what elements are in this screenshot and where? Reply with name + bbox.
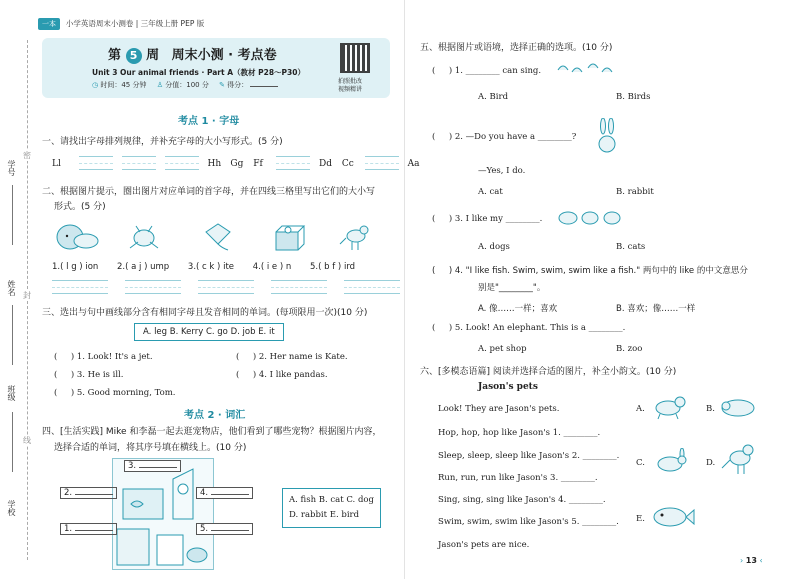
poem-option-b-label: B.	[706, 404, 715, 414]
score-icon: ♙	[156, 81, 163, 89]
q2-items	[52, 262, 355, 272]
answer-paren[interactable]: ( )	[432, 214, 453, 224]
answer-paren[interactable]: ( )	[236, 370, 257, 380]
box-icon	[268, 222, 308, 252]
q2-item-3[interactable]: 3.( c k ) ite	[187, 262, 235, 272]
q4-instruction-line1: 四、[生活实践] Mike 和李磊一起去逛宠物店，他们看到了哪些宠物？根据图片内容，	[42, 427, 382, 437]
answer-paren[interactable]: ( )	[54, 352, 75, 362]
q2-item-1[interactable]: 1.( l g ) ion	[52, 262, 99, 272]
poem-line-4: Sing, sing, sing like Jason's 4. ________.	[438, 495, 606, 505]
title-card	[42, 38, 390, 98]
letter-Gg: Gg	[230, 158, 244, 169]
answer-paren[interactable]: ( )	[432, 132, 453, 142]
q5-4-continuation: 别是"________"。	[478, 283, 546, 293]
answer-paren[interactable]: ( )	[54, 370, 75, 380]
q5-item-5: ( ) 5. Look! An elephant. This is a ________.	[432, 323, 626, 333]
cut-mark-2: 封	[23, 291, 31, 300]
q2-grid-3[interactable]	[198, 280, 254, 294]
answer-paren[interactable]: ( )	[432, 66, 453, 76]
q2-item-4[interactable]: 4.( i e ) n	[252, 262, 292, 272]
poem-line-0: Look! They are Jason's pets.	[438, 404, 560, 414]
blank-cell[interactable]	[365, 156, 399, 170]
singing-bird-icon[interactable]	[720, 440, 760, 476]
q3-row-5: ( ) 5. Good morning, Tom.	[54, 388, 176, 398]
sleeping-cat-icon[interactable]	[718, 396, 758, 418]
side-label-name: 姓名	[7, 280, 16, 296]
lion-icon	[52, 222, 100, 252]
answer-paren[interactable]: ( )	[236, 352, 257, 362]
q2-instruction-line1: 二、根据图片提示，圈出图片对应单词的首字母，并在四线三格里写出它们的大小写	[42, 187, 376, 197]
q4-instruction-line2: 选择合适的单词，将其序号填在横线上。(10 分)	[54, 443, 247, 453]
q2-instruction-line2: 形式。(5 分)	[54, 202, 106, 212]
week-suffix: 周	[146, 48, 160, 63]
brand-badge: 一本	[38, 18, 60, 30]
cats-icon	[556, 206, 626, 226]
letter-Ll: Ll	[52, 158, 61, 169]
q4-options-line2: D. rabbit E. bird	[289, 510, 360, 520]
letter-Dd: Dd	[319, 158, 332, 169]
q3-row-4: ( ) 4. I like pandas.	[236, 370, 328, 380]
q6-instruction: 六、[多模态语篇] 阅读并选择合适的图片，补全小韵文。(10 分)	[420, 367, 677, 377]
q2-pictures	[52, 222, 392, 282]
q4-options-box	[282, 488, 381, 528]
q5-3-option-b[interactable]: B. cats	[616, 242, 646, 252]
q5-1-option-b[interactable]: B. Birds	[616, 92, 651, 102]
poem-line-1: Hop, hop, hop like Jason's 1. ________.	[438, 428, 601, 438]
score-info: 分值：100 分	[165, 81, 209, 89]
page-fold	[404, 0, 405, 579]
point-1-heading: 考点 1 · 字母	[178, 116, 240, 127]
letter-Aa: Aa	[407, 158, 420, 169]
q1-letter-row	[52, 156, 428, 170]
fish-icon[interactable]	[650, 504, 696, 530]
week-number: 5	[126, 48, 142, 64]
poem-option-a-label: A.	[636, 404, 645, 414]
qr-caption-2: 视频精讲	[338, 86, 363, 93]
blank-cell[interactable]	[276, 156, 310, 170]
q3-row-1: ( ) 1. Look! It's a jet.	[54, 352, 153, 362]
q5-item-1: ( ) 1. ________ can sing.	[432, 66, 542, 76]
clock-icon: ◷	[92, 81, 99, 89]
q2-item-2[interactable]: 2.( a j ) ump	[116, 262, 170, 272]
q5-4-option-b[interactable]: B. 喜欢；像……一样	[616, 304, 696, 314]
q4-label-4[interactable]: 4.	[196, 487, 253, 499]
unit-line: Unit 3 Our animal friends · Part A（教材 P28～P30）	[92, 68, 305, 77]
q1-instruction: 一、请找出字母排列规律，并补充字母的大小写形式。(5 分)	[42, 137, 283, 147]
blank-cell[interactable]	[122, 156, 156, 170]
letter-Ff: Ff	[253, 158, 263, 169]
poem-title: Jason's pets	[478, 382, 538, 392]
q5-2-option-b[interactable]: B. rabbit	[616, 187, 654, 197]
binding-strip	[0, 40, 40, 570]
q5-item-2: ( ) 2. —Do you have a ________?	[432, 132, 577, 142]
q5-5-option-b[interactable]: B. zoo	[616, 344, 643, 354]
q2-write-grid	[52, 280, 400, 294]
point-2-heading: 考点 2 · 词汇	[184, 410, 246, 421]
qr-code[interactable]	[340, 43, 370, 73]
letter-Cc: Cc	[341, 158, 354, 169]
q3-row-2: ( ) 2. Her name is Kate.	[236, 352, 348, 362]
qr-caption-1: 拍照批改	[338, 78, 363, 85]
got-info: 得分：	[227, 81, 249, 89]
answer-paren[interactable]: ( )	[432, 323, 453, 333]
bird-icon	[336, 222, 376, 252]
page-number: › 13 ‹	[740, 556, 763, 565]
q5-item-3: ( ) 3. I like my ________.	[432, 214, 543, 224]
week-prefix: 第	[108, 48, 122, 63]
q4-label-3[interactable]: 3.	[124, 460, 181, 472]
q4-options-line1: A. fish B. cat C. dog	[289, 495, 374, 505]
q3-instruction: 三、选出与句中画线部分含有相同字母且发音相同的单词。(每项限用一次)(10 分)	[42, 308, 368, 318]
q2-grid-4[interactable]	[271, 280, 327, 294]
letter-Hh: Hh	[207, 158, 222, 169]
time-info: 时间：45 分钟	[100, 81, 147, 89]
poem-option-d-label: D.	[706, 458, 716, 468]
q5-1-option-a[interactable]: A. Bird	[478, 92, 509, 102]
poem-option-c-label: C.	[636, 458, 645, 468]
q5-2-reply: —Yes, I do.	[478, 166, 526, 176]
answer-paren[interactable]: ( )	[432, 266, 453, 276]
poem-line-5: Swim, swim, swim like Jason's 5. ________.	[438, 517, 619, 527]
running-rabbit-icon[interactable]	[650, 448, 694, 474]
pet-shop-illustration	[112, 458, 214, 570]
answer-paren[interactable]: ( )	[54, 388, 75, 398]
q2-grid-5[interactable]	[344, 280, 400, 294]
card-title: 周末小测 · 考点卷	[171, 48, 277, 63]
poem-line-6: Jason's pets are nice.	[438, 540, 530, 550]
side-label-student-number: 学号	[7, 160, 16, 176]
q5-birds-icon	[554, 60, 614, 78]
q5-item-4: ( ) 4. "I like fish. Swim, swim, swim like a fish." 两句中的 like 的中文意思分	[432, 266, 748, 276]
q3-row-3: ( ) 3. He is ill.	[54, 370, 124, 380]
blank-cell[interactable]	[165, 156, 199, 170]
q3-options-box: A. leg B. Kerry C. go D. job E. it	[134, 323, 284, 341]
dog-icon[interactable]	[650, 392, 690, 420]
side-label-class: 班级	[7, 385, 16, 401]
q4-label-2[interactable]: 2.	[60, 487, 117, 499]
poem-line-3: Run, run, run like Jason's 3. ________.	[438, 473, 598, 483]
q5-4-option-a[interactable]: A. 像……一样；喜欢	[478, 304, 558, 314]
rabbit-icon	[594, 118, 620, 154]
top-header	[38, 18, 208, 30]
q5-3-option-a[interactable]: A. dogs	[478, 242, 510, 252]
cut-mark-3: 线	[23, 436, 31, 445]
q2-grid-1[interactable]	[52, 280, 108, 294]
cut-mark-1: 密	[23, 151, 31, 160]
frog-icon	[124, 222, 164, 252]
q5-instruction: 五、根据图片或语境，选择正确的选项。(10 分)	[420, 43, 613, 53]
poem-line-2: Sleep, sleep, sleep like Jason's 2. ________.	[438, 451, 620, 461]
q4-label-1[interactable]: 1.	[60, 523, 117, 535]
kite-icon	[198, 222, 238, 252]
poem-option-e-label: E.	[636, 514, 645, 524]
series-title: 小学英语周末小测卷 | 三年级上册 PEP 版	[65, 19, 205, 28]
q2-item-5[interactable]: 5.( b f ) ird	[309, 262, 356, 272]
q5-2-option-a[interactable]: A. cat	[478, 187, 503, 197]
q2-grid-2[interactable]	[125, 280, 181, 294]
got-icon: ✎	[219, 81, 225, 89]
q5-5-option-a[interactable]: A. pet shop	[478, 344, 527, 354]
blank-cell[interactable]	[79, 156, 113, 170]
side-label-school: 学校	[7, 500, 16, 516]
q4-label-5[interactable]: 5.	[196, 523, 253, 535]
